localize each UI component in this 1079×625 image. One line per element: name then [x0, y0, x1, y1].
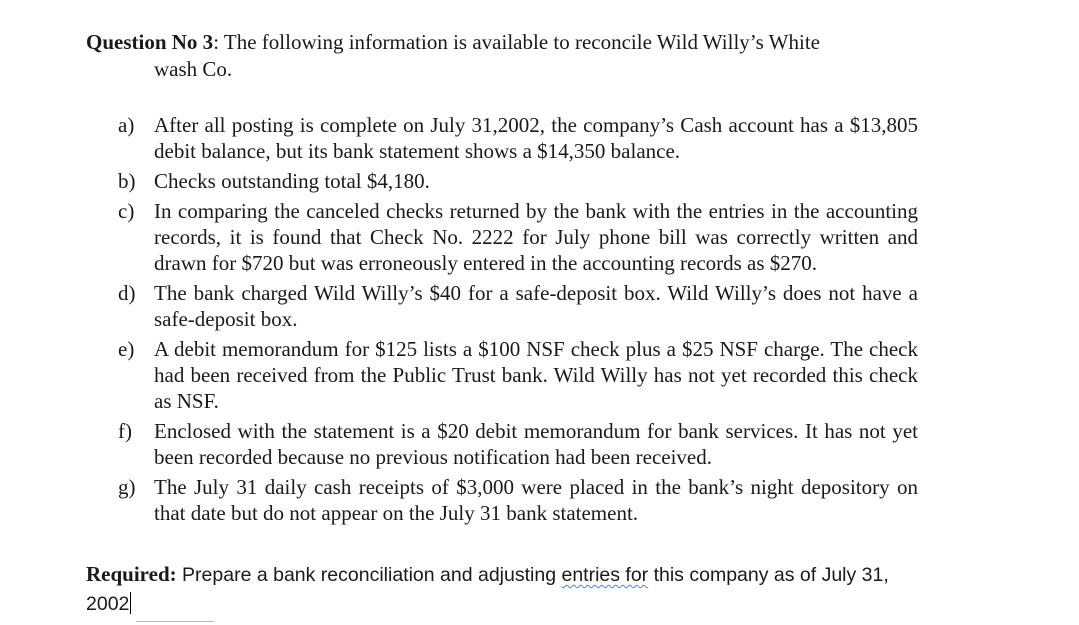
list-item — [118, 474, 918, 526]
question-line-2: wash Co. — [154, 57, 233, 81]
item-letter: c) — [118, 199, 135, 223]
required-text-line-2: 2002 — [86, 593, 130, 615]
facts-list — [118, 112, 918, 530]
text-cursor — [130, 592, 131, 614]
item-text: The July 31 daily cash receipts of $3,000 were placed in the bank’s night depository on that date but do not appear on the July 31 bank statement. — [154, 475, 918, 525]
item-text: After all posting is complete on July 31,2002, the company’s Cash account has a $13,805 debit balance, but its bank statement shows a $14,350 balance. — [154, 113, 918, 163]
spelling-flagged-text[interactable]: entries for — [561, 564, 649, 586]
list-item — [118, 418, 918, 470]
question-label: Question No 3 — [86, 30, 214, 54]
required-text-before: Prepare a bank reconciliation and adjusting — [176, 564, 562, 586]
item-text: A debit memorandum for $125 lists a $100 NSF check plus a $25 NSF charge. The check had been received from the Public Trust bank. Wild Willy has not yet recorded this check as NSF. — [154, 337, 918, 413]
item-text: Enclosed with the statement is a $20 debit memorandum for bank services. It has not yet been recorded because no previous notification had been received. — [154, 419, 918, 469]
list-item — [118, 280, 918, 332]
item-letter: a) — [118, 113, 135, 137]
item-text: The bank charged Wild Willy’s $40 for a safe-deposit box. Wild Willy’s does not have a safe-deposit box. — [154, 281, 918, 331]
item-letter: e) — [118, 337, 135, 361]
item-text: In comparing the canceled checks returned by the bank with the entries in the accounting records, it is found that Check No. 2222 for July phone bill was correctly written and drawn for $720 but was erroneously entered in the accounting records as $270. — [154, 199, 918, 275]
required-paragraph[interactable] — [86, 560, 986, 619]
item-letter: f) — [118, 419, 132, 443]
question-intro-text: : The following information is available to reconcile Wild Willy’s White — [213, 30, 820, 54]
item-letter: d) — [118, 281, 136, 305]
list-item — [118, 336, 918, 414]
item-text: Checks outstanding total $4,180. — [154, 169, 430, 193]
item-letter: b) — [118, 169, 136, 193]
list-item — [118, 198, 918, 276]
required-label: Required: — [86, 562, 177, 586]
question-heading — [86, 29, 916, 83]
question-line-1 — [86, 29, 916, 56]
required-text-after: this company as of July 31, — [648, 564, 889, 586]
item-letter: g) — [118, 475, 136, 499]
list-item — [118, 168, 918, 194]
divider-line — [136, 621, 214, 622]
list-item — [118, 112, 918, 164]
